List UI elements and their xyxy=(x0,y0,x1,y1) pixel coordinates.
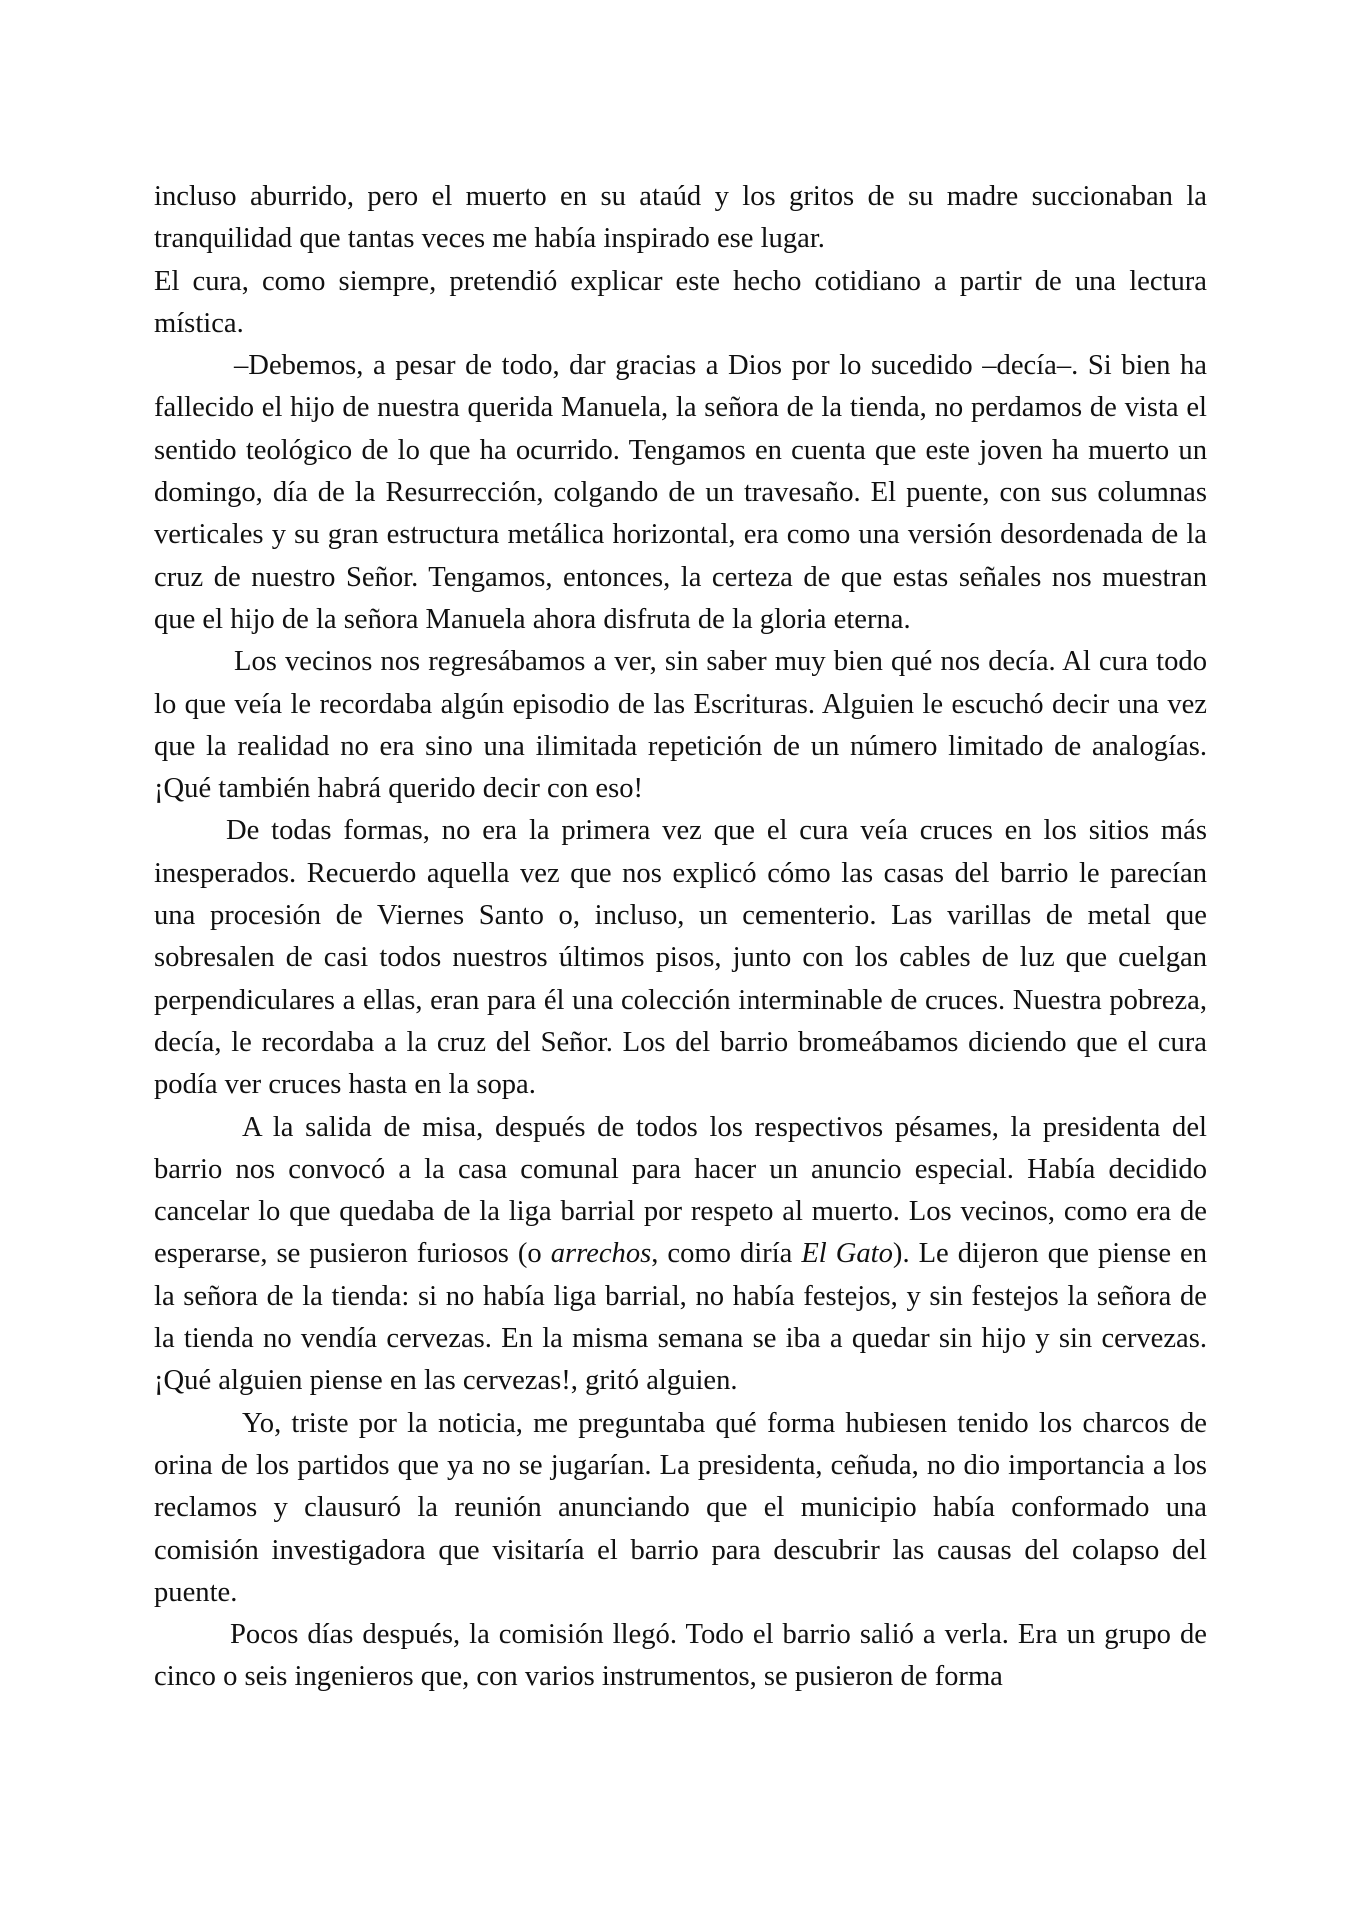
paragraph-6-part-1: A la salida de misa, después de todos los respectivos pésames, la presidenta del barrio nos convocó a la casa comunal para hacer un anuncio especial. Había decidido cancelar lo que quedaba de la liga barrial por respeto al muerto. Los vecinos, como era de esperarse, se pusieron furiosos (o xyxy=(154,1111,1207,1270)
paragraph-8: Pocos días después, la comisión llegó. Todo el barrio salió a verla. Era un grupo de cinco o seis ingenieros que, con varios instrumentos, se pusieron de forma xyxy=(154,1619,1207,1693)
paragraph-6-emphasis-arrechos: arrechos xyxy=(550,1238,652,1270)
paragraph-6-emphasis-el-gato: El Gato xyxy=(801,1238,893,1270)
paragraph-6 xyxy=(154,1107,1207,1403)
paragraph-3: –Debemos, a pesar de todo, dar gracias a Dios por lo sucedido –decía–. Si bien ha fallecido el hijo de nuestra querida Manuela, la señora de la tienda, no perdamos de vista el sentido teológico de lo que ha ocurrido. Tengamos en cuenta que este joven ha muerto un domingo, día de la Resurrección, colgando de un travesaño. El puente, con sus columnas verticales y su gran estructura metálica horizontal, era como una versión desordenada de la cruz de nuestro Señor. Tengamos, entonces, la certeza de que estas señales nos muestran que el hijo de la señora Manuela ahora disfruta de la gloria eterna. xyxy=(154,350,1207,635)
paragraph-5: De todas formas, no era la primera vez que el cura veía cruces en los sitios más inesperados. Recuerdo aquella vez que nos explicó cómo las casas del barrio le parecían una procesión de Viernes Santo o, incluso, un cementerio. Las varillas de metal que sobresalen de casi todos nuestros últimos pisos, junto con los cables de luz que cuelgan perpendiculares a ellas, eran para él una colección interminable de cruces. Nuestra pobreza, decía, le recordaba a la cruz del Señor. Los del barrio bromeábamos diciendo que el cura podía ver cruces hasta en la sopa. xyxy=(154,815,1207,1101)
body-text xyxy=(154,176,1207,1699)
paragraph-7: Yo, triste por la noticia, me preguntaba qué forma hubiesen tenido los charcos de orina de los partidos que ya no se jugarían. La presidenta, ceñuda, no dio importancia a los reclamos y clausuró la reunión anunciando que el municipio había conformado una comisión investigadora que visitaría el barrio para descubrir las causas del colapso del puente. xyxy=(154,1407,1207,1608)
paragraph-1: incluso aburrido, pero el muerto en su ataúd y los gritos de su madre succionaban la tranquilidad que tantas veces me había inspirado ese lugar. xyxy=(154,181,1207,255)
paragraph-6-part-2: , como diría xyxy=(651,1238,802,1270)
paragraph-4: Los vecinos nos regresábamos a ver, sin saber muy bien qué nos decía. Al cura todo lo que veía le recordaba algún episodio de las Escrituras. Alguien le escuchó decir una vez que la realidad no era sino una ilimitada repetición de un número limitado de analogías. ¡Qué también habrá querido decir con eso! xyxy=(154,646,1207,805)
paragraph-6-part-3: ). Le dijeron que piense en la señora de la tienda: si no había liga barrial, no había festejos, y sin festejos la señora de la tienda no vendía cervezas. En la misma semana se iba a quedar sin hijo y sin cervezas. ¡Qué alguien piense en las cervezas!, gritó alguien. xyxy=(154,1238,1207,1397)
paragraph-2: El cura, como siempre, pretendió explicar este hecho cotidiano a partir de una lectura mística. xyxy=(154,265,1207,339)
